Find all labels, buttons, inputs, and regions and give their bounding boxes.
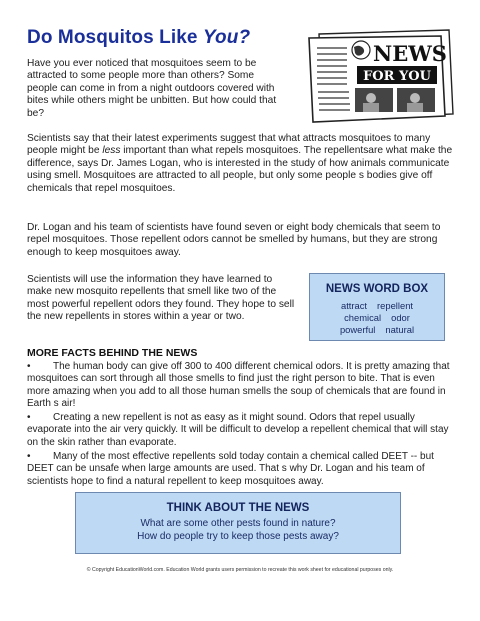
p2-text-a: Scientists say that their latest experiments suggest that what attracts mosquitoes to many people might be bbox=[27, 133, 431, 157]
fact-item bbox=[27, 451, 457, 488]
word-box-row bbox=[310, 300, 444, 312]
word-powerful: powerful bbox=[339, 324, 376, 335]
title-main: Do Mosquitos Like bbox=[27, 27, 203, 48]
word-odor: odor bbox=[391, 312, 410, 323]
word-natural: natural bbox=[385, 324, 415, 335]
news-image-line1: NEWS bbox=[373, 41, 447, 66]
word-attract: attract bbox=[340, 300, 368, 311]
intro-paragraph: Have you ever noticed that mosquitoes seem to be attracted to some people more than others? Some people can come in from a night outdoors covered with bites while others might be unbitten. But how could that be? bbox=[27, 58, 277, 119]
bullet-icon: • bbox=[27, 361, 31, 372]
think-title: THINK ABOUT THE NEWS bbox=[166, 502, 310, 514]
word-box-row bbox=[310, 324, 444, 336]
fact-item bbox=[27, 361, 457, 410]
think-question-1: What are some other pests found in nature? bbox=[140, 518, 336, 529]
logan-team-paragraph: Dr. Logan and his team of scientists have found seven or eight body chemicals that seem to repel mosquitoes. Those repellent odors cannot be smelled by humans, but they are strong enough to keep mosquitoes away. bbox=[27, 222, 441, 258]
news-for-you-illustration bbox=[303, 26, 455, 124]
fact-text: Creating a new repellent is not as easy as it might sound. Odors that repel usually evaporate into the air very quickly. It will be difficult to develop a repellent chemical that will stay on the skin rather than evaporate. bbox=[27, 412, 449, 448]
news-word-box bbox=[309, 273, 445, 341]
word-chemical: chemical bbox=[344, 312, 382, 323]
think-question-2: How do people try to keep those pests away? bbox=[137, 530, 339, 542]
fact-item bbox=[27, 412, 457, 449]
bullet-icon: • bbox=[27, 451, 31, 462]
p2-text-b: important than what repels mosquitoes. The repellentsare what make the difference, says Dr. James Logan, who is interested in the study of how animals communicate using smell. Mosquitoes are attracted to all people, but only some people s bodies give off chemicals that repel mosquitoes. bbox=[27, 145, 453, 194]
word-box-row bbox=[310, 312, 444, 324]
word-box-title: NEWS WORD BOX bbox=[325, 283, 429, 295]
news-image-line2: FOR YOU bbox=[363, 69, 431, 84]
fact-text: Many of the most effective repellents sold today contain a chemical called DEET -- but DEET can be unsafe when large amounts are used. That s why Dr. Logan and his team of scientists hope to find a natural repellent to keep mosquitoes away. bbox=[27, 451, 434, 487]
page-title bbox=[27, 27, 250, 49]
fact-text: The human body can give off 300 to 400 different chemical odors. It is pretty amazing that mosquitoes can sort through all those smells to find just the right person to bite. That is even more amazing when you add to all those human smells the soup of chemicals that are found in Earth s air! bbox=[27, 361, 450, 409]
word-repellent: repellent bbox=[377, 300, 414, 311]
think-about-box bbox=[75, 492, 401, 554]
copyright-footer: © Copyright EducationWorld.com. Education World grants users permission to recreate this work sheet for educational purposes only. bbox=[86, 567, 394, 573]
facts-heading: MORE FACTS BEHIND THE NEWS bbox=[27, 347, 198, 359]
scientists-paragraph bbox=[27, 133, 455, 195]
p2-emphasis: less bbox=[102, 145, 121, 157]
new-repellents-paragraph: Scientists will use the information they have learned to make new mosquito repellents that smell like two of the most powerful repellent odors they found. They hope to sell the new repellents in stores within a year or two. bbox=[27, 274, 295, 323]
title-emphasis: You? bbox=[202, 27, 251, 48]
bullet-icon: • bbox=[27, 412, 31, 423]
